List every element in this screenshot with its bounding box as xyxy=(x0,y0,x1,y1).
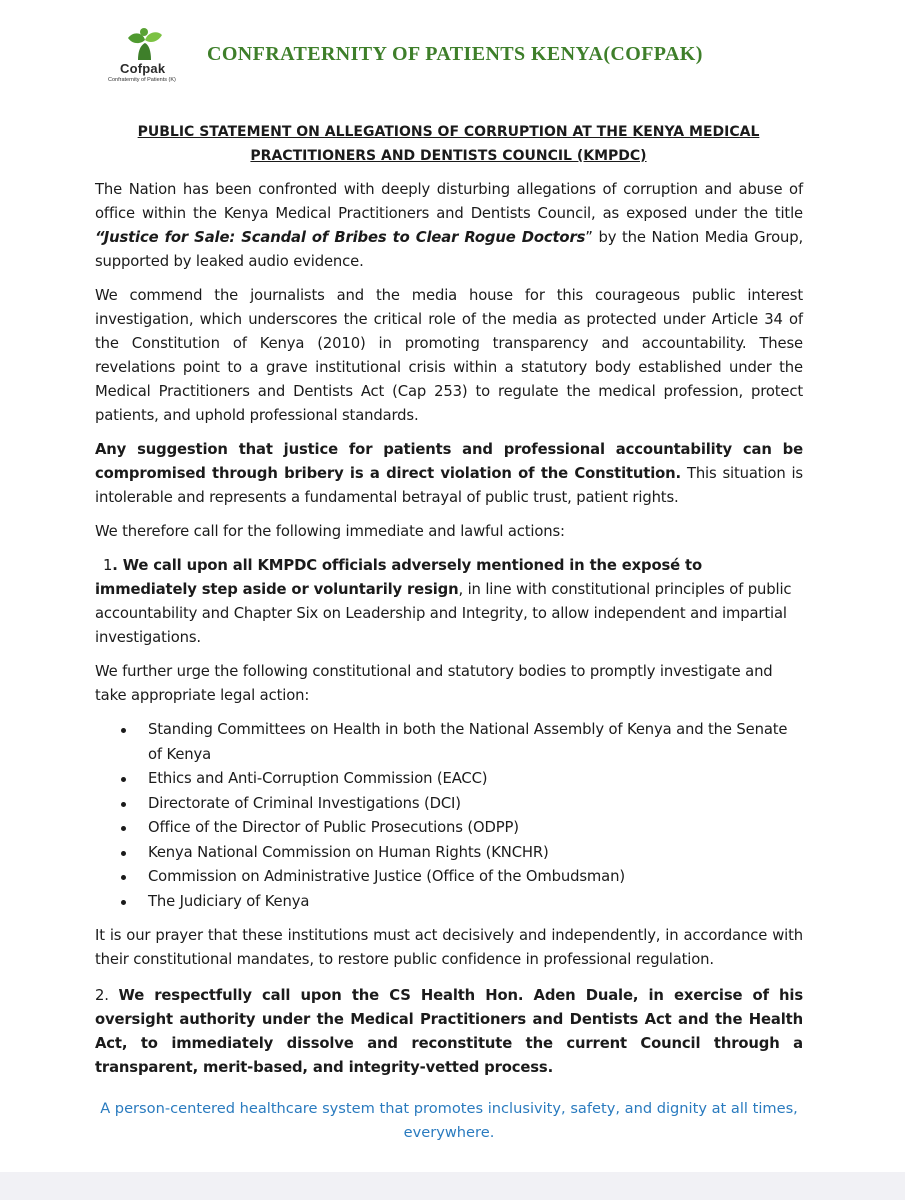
list-item: Office of the Director of Public Prosecutions (ODPP) xyxy=(121,816,803,841)
bodies-list xyxy=(95,718,803,914)
bullet-icon xyxy=(121,851,126,856)
list-item: Ethics and Anti-Corruption Commission (EACC) xyxy=(121,767,803,792)
footer-slogan: A person-centered healthcare system that promotes inclusivity, safety, and dignity at all times, everywhere. xyxy=(100,1100,798,1141)
letterhead xyxy=(0,0,905,100)
leaf-person-icon xyxy=(124,26,164,62)
bullet-icon xyxy=(121,802,126,807)
bullet-icon xyxy=(121,826,126,831)
title-line-2: PRACTITIONERS AND DENTISTS COUNCIL (KMPDC) xyxy=(250,148,647,164)
logo-wordmark: Cofpak xyxy=(120,61,166,76)
list-item: Kenya National Commission on Human Rights (KNCHR) xyxy=(121,841,803,866)
paragraph-prayer: It is our prayer that these institutions must act decisively and independently, in accordance with their constitutional mandates, to restore public confidence in professional regulation. xyxy=(95,927,803,968)
article-title: “Justice for Sale: Scandal of Bribes to Clear Rogue Doctors xyxy=(95,229,586,246)
demand-1-number: 1 xyxy=(103,557,113,574)
title-line-1: PUBLIC STATEMENT ON ALLEGATIONS OF CORRUPTION AT THE KENYA MEDICAL xyxy=(137,124,760,140)
paragraph-commendation: We commend the journalists and the media house for this courageous public interest investigation, which underscores the critical role of the media as protected under Article 34 of the Constitution of Kenya (2010) in promoting transparency and accountability. These revelations point to a grave institutional crisis within a statutory body established under the Medical Practitioners and Dentists Act (Cap 253) to regulate the medical profession, protect patients, and uphold professional standards. xyxy=(95,287,803,424)
demand-1: 1. We call upon all KMPDC officials adversely mentioned in the exposé to immediately step aside or voluntarily resign, in line with constitutional principles of public accountability and Chapter Six on Leadership and Integrity, to allow independent and impartial investigations. xyxy=(95,557,792,646)
list-item: The Judiciary of Kenya xyxy=(121,890,803,915)
list-item: Standing Committees on Health in both the National Assembly of Kenya and the Senate of Kenya xyxy=(121,718,803,767)
statement-body xyxy=(95,178,803,1090)
demand-2: 2. We respectfully call upon the CS Health Hon. Aden Duale, in exercise of his oversight authority under the Medical Practitioners and Dentists Act and the Health Act, to immediately dissolve and reconstitute the current Council through a transparent, merit-based, and integrity-vetted process. xyxy=(95,987,803,1076)
paragraph-violation: Any suggestion that justice for patients and professional accountability can be compromised through bribery is a direct violation of the Constitution. This situation is intolerable and represents a fundamental betrayal of public trust, patient rights. xyxy=(95,441,803,506)
paragraph-urge-bodies: We further urge the following constitutional and statutory bodies to promptly investigate and take appropriate legal action: xyxy=(95,663,773,704)
bullet-icon xyxy=(121,875,126,880)
list-item: Commission on Administrative Justice (Office of the Ombudsman) xyxy=(121,865,803,890)
bullet-icon xyxy=(121,728,126,733)
list-item: Directorate of Criminal Investigations (DCI) xyxy=(121,792,803,817)
paragraph-intro: The Nation has been confronted with deeply disturbing allegations of corruption and abuse of office within the Kenya Medical Practitioners and Dentists Council, as exposed under the title “Justice for Sale: Scandal of Bribes to Clear Rogue Doctors” by the Nation Media Group, supported by leaked audio evidence. xyxy=(95,181,803,270)
statement-title xyxy=(94,120,803,168)
organization-name: CONFRATERNITY OF PATIENTS KENYA(COFPAK) xyxy=(207,43,703,65)
demand-2-number: 2. xyxy=(95,987,119,1004)
viewer-bottom-edge xyxy=(0,1172,905,1200)
bullet-icon xyxy=(121,900,126,905)
bullet-icon xyxy=(121,777,126,782)
paragraph-call-to-action: We therefore call for the following immediate and lawful actions: xyxy=(95,523,565,540)
logo-tagline: Confraternity of Patients (K) xyxy=(108,77,176,83)
